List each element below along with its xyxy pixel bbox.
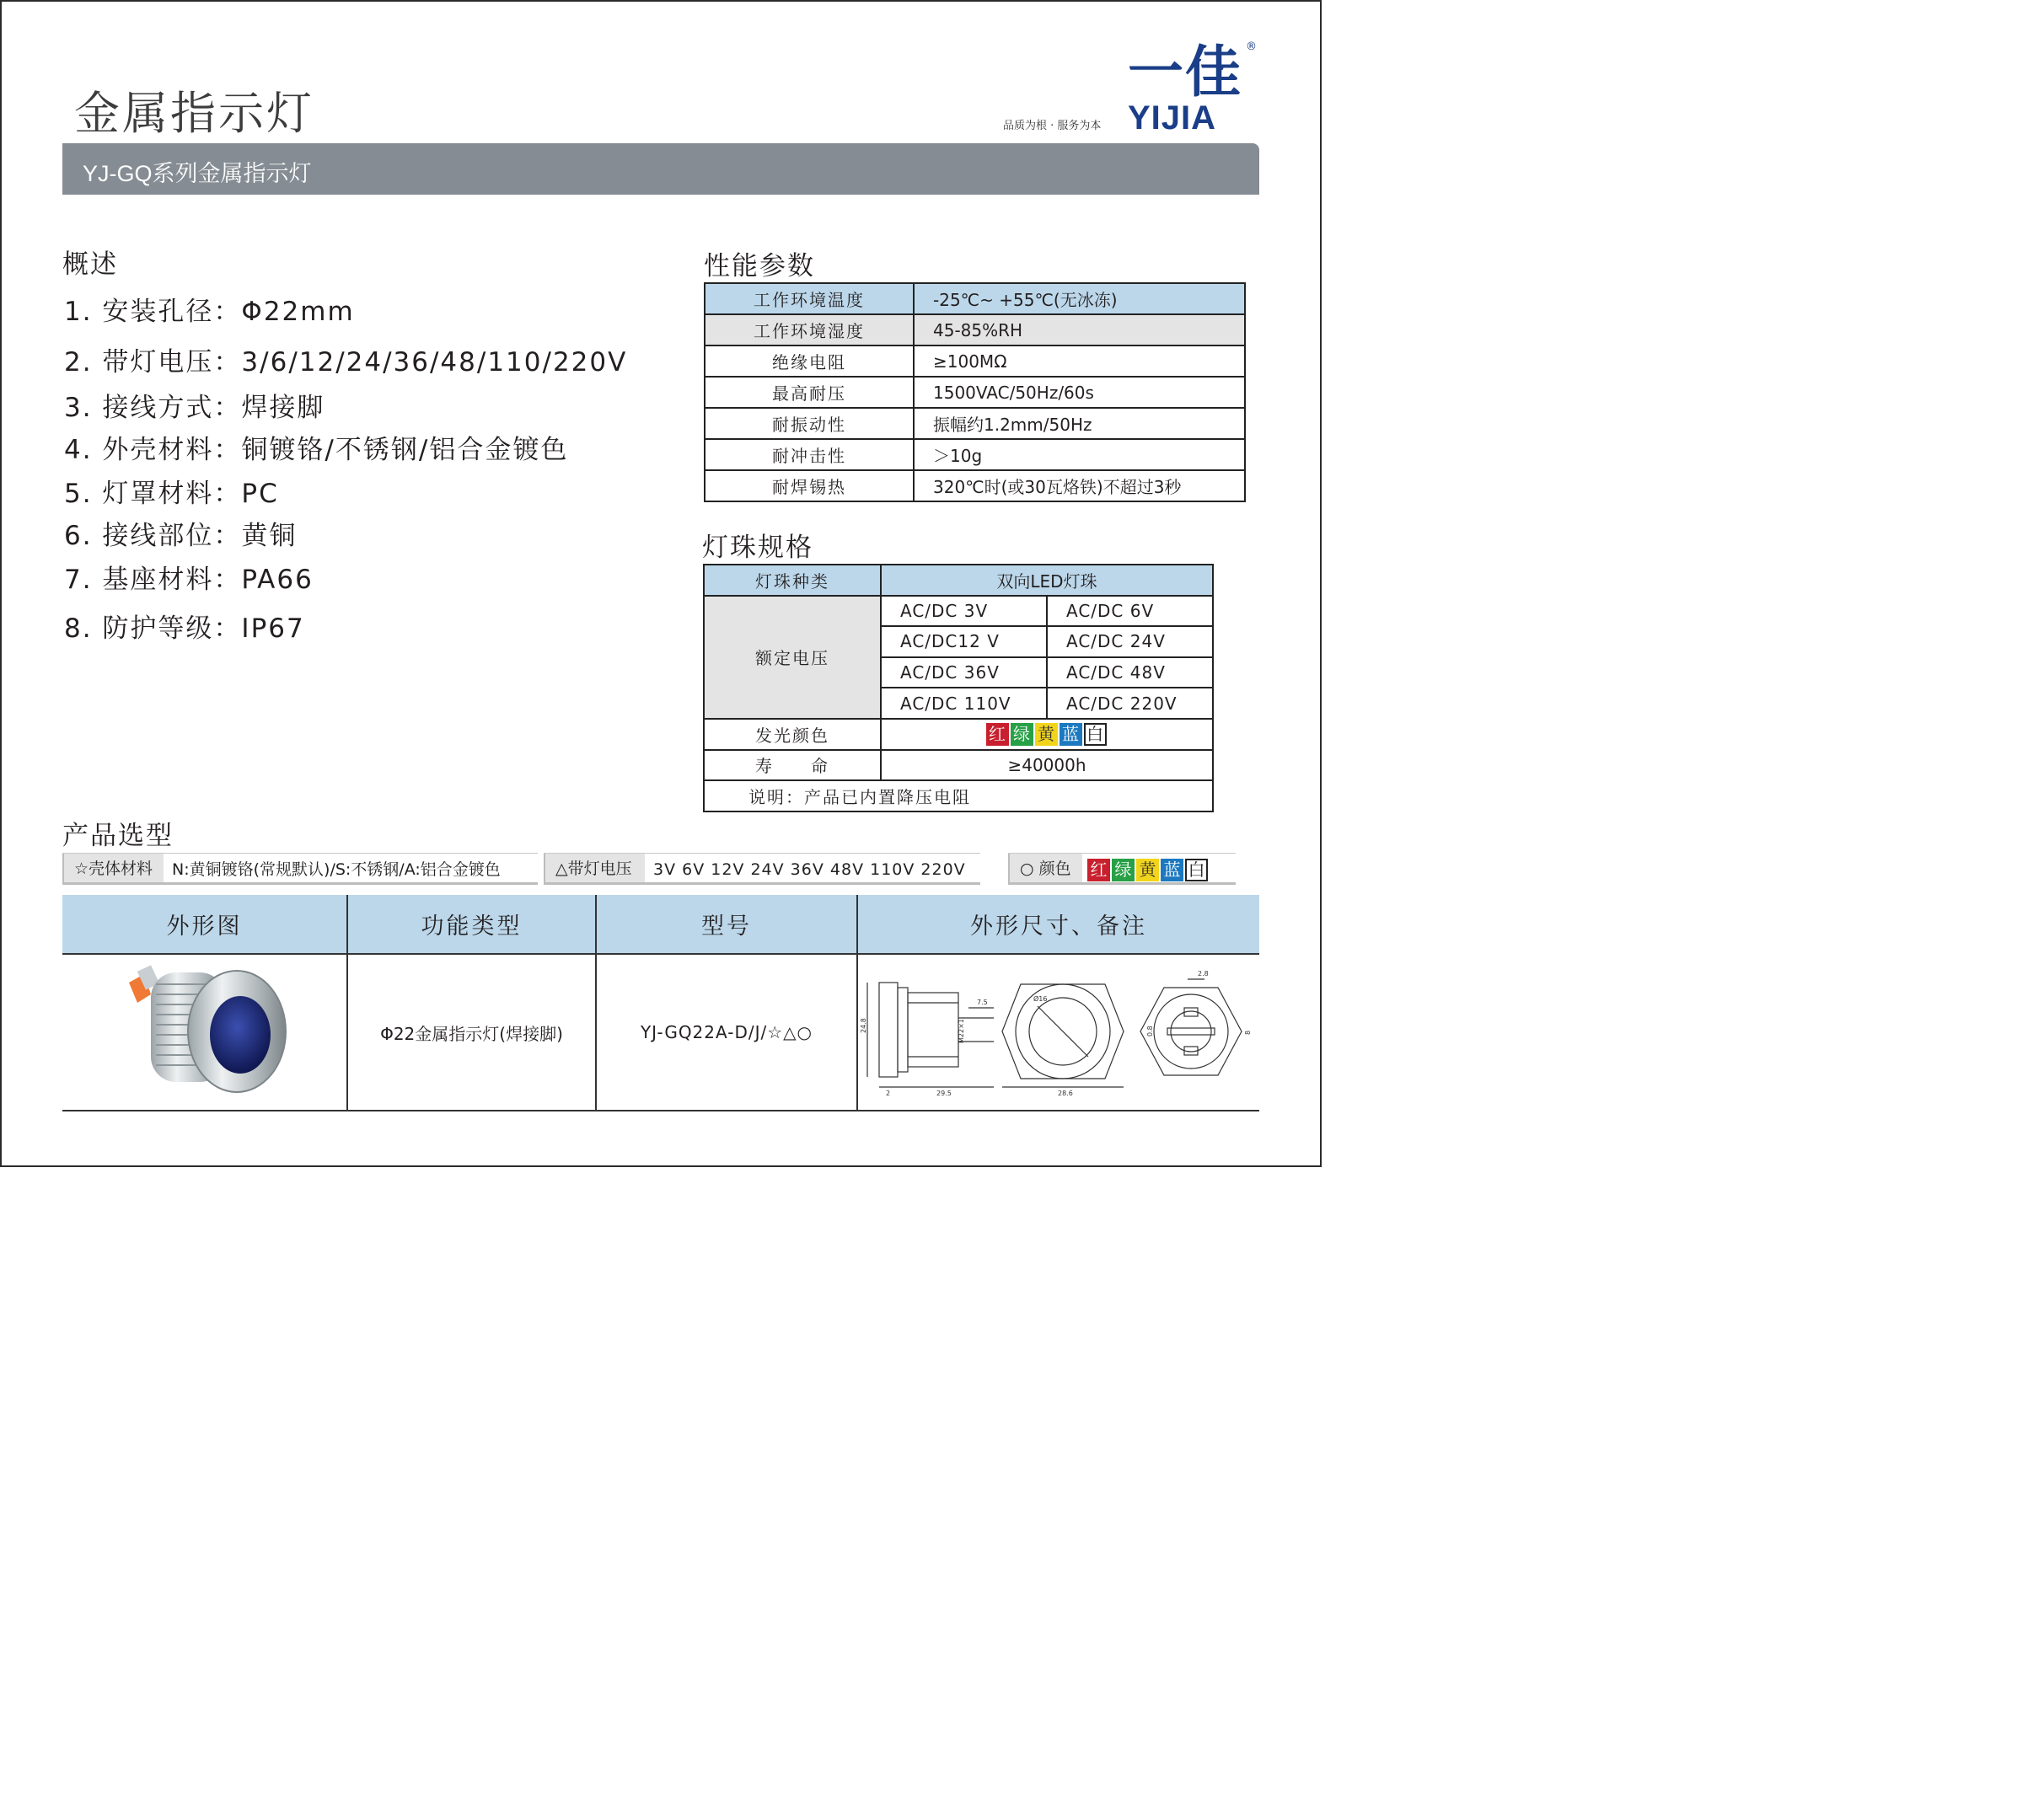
dim-label: 2.8: [1198, 969, 1209, 977]
color-chip-yellow: 黄: [1136, 859, 1159, 881]
brand-slogan: 品质为根 · 服务为本: [1003, 120, 1102, 132]
table-row: [705, 408, 1245, 439]
dim-label: 7.5: [977, 998, 988, 1006]
dim-label: 28.6: [1058, 1089, 1073, 1097]
color-chip-red: 红: [986, 723, 1009, 746]
color-chip-red: 红: [1087, 859, 1110, 881]
voltage-cell: AC/DC 110V: [881, 688, 1047, 719]
led-type-label: 灯珠种类: [704, 565, 881, 596]
function-cell: Φ22金属指示灯(焊接脚): [347, 954, 596, 1111]
table-row: [705, 439, 1245, 470]
col-header-image: 外形图: [62, 895, 347, 954]
list-item: 4. 外壳材料：铜镀铬/不锈钢/铝合金镀色: [64, 435, 569, 465]
list-item: 5. 灯罩材料：PC: [64, 479, 279, 509]
material-label: ☆壳体材料: [62, 854, 164, 882]
page-title: 金属指示灯: [74, 87, 314, 140]
dim-label: Ø16: [1033, 994, 1048, 1003]
color-chip-green: 绿: [1112, 859, 1135, 881]
table-row: [704, 719, 1213, 750]
voltage-cell: AC/DC 36V: [881, 657, 1047, 688]
dim-label: 0.8: [1146, 1025, 1154, 1036]
color-chip-blue: 蓝: [1060, 723, 1082, 746]
model-cell: YJ-GQ22A-D/J/☆△○: [596, 954, 857, 1111]
color-chip-blue: 蓝: [1161, 859, 1183, 881]
table-row: [705, 470, 1245, 501]
table-header-row: [62, 895, 1259, 954]
table-row: [704, 565, 1213, 596]
performance-title: 性能参数: [704, 251, 815, 281]
color-chip-green: 绿: [1011, 723, 1033, 746]
life-label: 寿 命: [704, 750, 881, 781]
brand-logo-cn: 一佳: [1128, 40, 1242, 104]
param-value: 振幅约1.2mm/50Hz: [914, 408, 1245, 439]
color-option-label: ○ 颜色: [1008, 854, 1082, 882]
col-header-dimensions: 外形尺寸、备注: [857, 895, 1259, 954]
voltage-option-label: △带灯电压: [544, 854, 645, 882]
led-note: 说明：产品已内置降压电阻: [704, 780, 1213, 811]
dim-label: 29.5: [936, 1089, 952, 1097]
param-value: ≥100MΩ: [914, 345, 1245, 377]
selection-title: 产品选型: [62, 821, 174, 851]
list-item: 8. 防护等级：IP67: [64, 613, 305, 644]
param-name: 工作环境温度: [705, 283, 914, 314]
voltage-cell: AC/DC 3V: [881, 596, 1047, 627]
voltage-option: [544, 853, 980, 885]
list-item: 2. 带灯电压：3/6/12/24/36/48/110/220V: [64, 347, 628, 378]
param-name: 绝缘电阻: [705, 345, 914, 377]
table-row: [62, 954, 1259, 1111]
led-spec-title: 灯珠规格: [702, 533, 813, 563]
brand-logo: [1128, 40, 1263, 135]
voltage-cell: AC/DC 220V: [1047, 688, 1213, 719]
col-header-model: 型号: [596, 895, 857, 954]
dim-label: M22×1: [958, 1018, 965, 1043]
color-option: [1008, 853, 1236, 885]
list-item: 6. 接线部位：黄铜: [64, 521, 298, 551]
dim-label: 24.8: [860, 1017, 867, 1033]
brand-logo-en: YIJIA: [1128, 99, 1217, 137]
voltage-label: 额定电压: [704, 596, 881, 719]
color-label: 发光颜色: [704, 719, 881, 750]
param-name: 耐冲击性: [705, 439, 914, 470]
dim-label: 8: [1244, 1030, 1252, 1035]
color-chip-yellow: 黄: [1035, 723, 1058, 746]
voltage-cell: AC/DC 48V: [1047, 657, 1213, 688]
param-name: 工作环境湿度: [705, 314, 914, 345]
voltage-cell: AC/DC12 V: [881, 626, 1047, 657]
life-value: ≥40000h: [881, 750, 1213, 781]
param-name: 耐振动性: [705, 408, 914, 439]
product-image-cell: [62, 954, 347, 1111]
product-image: [112, 959, 298, 1102]
led-spec-table: [703, 564, 1214, 812]
param-name: 最高耐压: [705, 377, 914, 408]
dimension-drawing-cell: [857, 954, 1259, 1111]
param-value: 1500VAC/50Hz/60s: [914, 377, 1245, 408]
param-value: 45-85%RH: [914, 314, 1245, 345]
table-row: [704, 596, 1213, 627]
voltage-option-value: 3V 6V 12V 24V 36V 48V 110V 220V: [653, 860, 966, 879]
table-row: [705, 345, 1245, 377]
table-row: [705, 283, 1245, 314]
param-value: ＞10g: [914, 439, 1245, 470]
overview-title: 概述: [62, 249, 118, 280]
col-header-function: 功能类型: [347, 895, 596, 954]
table-row: [704, 780, 1213, 811]
table-row: [705, 314, 1245, 345]
color-chip-white: 白: [1084, 723, 1107, 746]
dimension-drawing: [861, 959, 1257, 1102]
param-value: -25℃~ +55℃(无冰冻): [914, 283, 1245, 314]
material-value: N:黄铜镀铬(常规默认)/S:不锈钢/A:铝合金镀色: [172, 860, 501, 879]
list-item: 7. 基座材料：PA66: [64, 565, 314, 595]
performance-table: [704, 282, 1246, 502]
selection-table: [62, 895, 1259, 1111]
series-title: YJ-GQ系列金属指示灯: [83, 161, 312, 186]
dim-label: 2: [886, 1089, 891, 1097]
table-row: [704, 750, 1213, 781]
led-type-value: 双向LED灯珠: [881, 565, 1213, 596]
color-chips: [881, 719, 1213, 750]
registered-mark: ®: [1246, 40, 1257, 53]
list-item: 3. 接线方式：焊接脚: [64, 393, 325, 423]
voltage-cell: AC/DC 24V: [1047, 626, 1213, 657]
color-chip-white: 白: [1185, 859, 1208, 881]
param-value: 320℃时(或30瓦烙铁)不超过3秒: [914, 470, 1245, 501]
color-option-chips: [1087, 854, 1210, 886]
table-row: [705, 377, 1245, 408]
series-banner: [62, 143, 1259, 195]
list-item: 1. 安装孔径：Φ22mm: [64, 297, 355, 327]
material-option: [62, 853, 538, 885]
voltage-cell: AC/DC 6V: [1047, 596, 1213, 627]
param-name: 耐焊锡热: [705, 470, 914, 501]
